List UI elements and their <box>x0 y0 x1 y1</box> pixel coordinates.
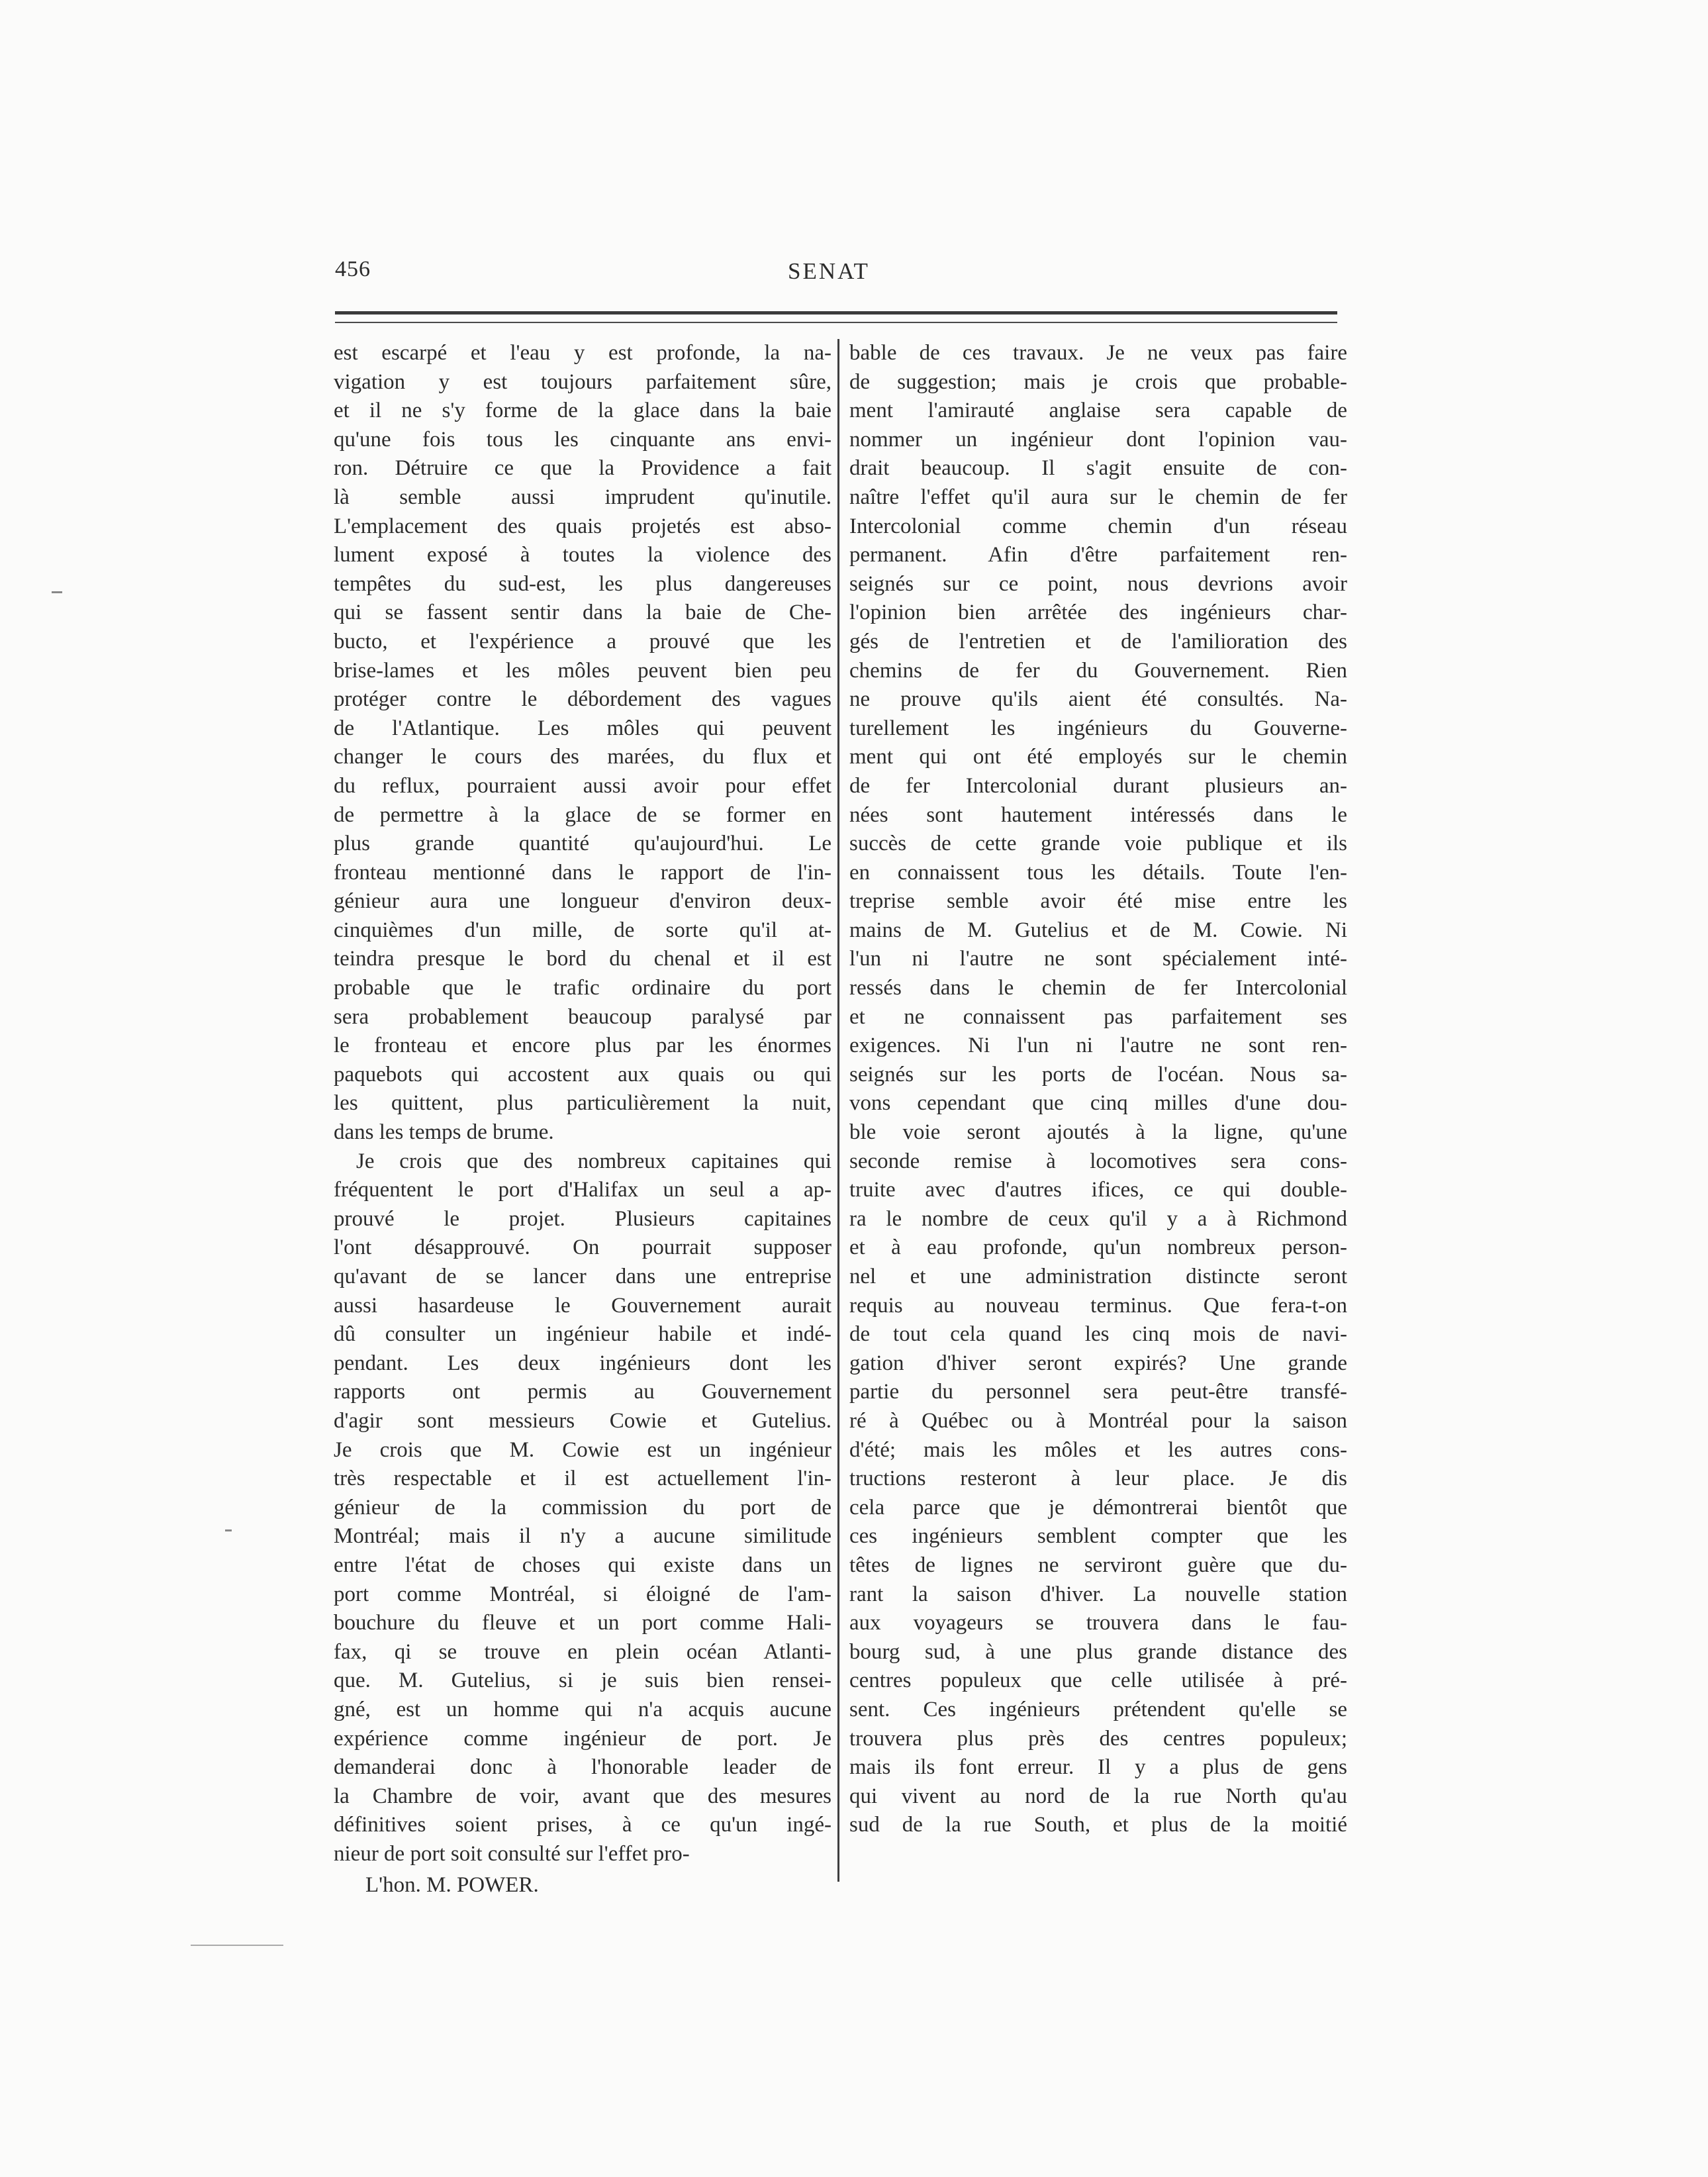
text-line: définitives soient prises, à ce qu'un ingé- <box>334 1813 831 1837</box>
text-line: partie du personnel sera peut-être transfé- <box>849 1380 1347 1404</box>
right-column <box>849 339 1347 1840</box>
text-line: nommer un ingénieur dont l'opinion vau- <box>849 427 1347 452</box>
text-line: têtes de lignes ne serviront guère que du- <box>849 1553 1347 1577</box>
text-line: vons cependant que cinq milles d'une dou- <box>849 1091 1347 1116</box>
text-line: ne prouve qu'ils aient été consultés. Na- <box>849 687 1347 712</box>
text-line: seignés sur ce point, nous devrions avoir <box>849 571 1347 596</box>
text-line: truite avec d'autres ifices, ce qui double- <box>849 1178 1347 1202</box>
text-line: de permettre à la glace de se former en <box>334 802 831 827</box>
text-line: qui se fassent sentir dans la baie de Che- <box>334 601 831 625</box>
text-line: rapports ont permis au Gouvernement <box>334 1380 831 1404</box>
text-line: Je crois que M. Cowie est un ingénieur <box>334 1437 831 1462</box>
text-line: gés de l'entretien et de l'amilioration des <box>849 629 1347 653</box>
text-line: changer le cours des marées, du flux et <box>334 745 831 769</box>
text-line: tructions resteront à leur place. Je dis <box>849 1467 1347 1491</box>
text-line: vigation y est toujours parfaitement sûre, <box>334 369 831 394</box>
scan-mark <box>191 1945 283 1946</box>
text-line: teindra presque le bord du chenal et il est <box>334 947 831 971</box>
text-line: d'été; mais les môles et les autres cons- <box>849 1437 1347 1462</box>
header-rule-thick <box>335 311 1337 314</box>
text-line: ble voie seront ajoutés à la ligne, qu'une <box>849 1120 1347 1145</box>
text-line: nées sont hautement intéressés dans le <box>849 802 1347 827</box>
text-line: d'agir sont messieurs Cowie et Gutelius. <box>334 1408 831 1433</box>
text-line: ment l'amirauté anglaise sera capable de <box>849 399 1347 423</box>
text-line: sera probablement beaucoup paralysé par <box>334 1004 831 1029</box>
text-line: est escarpé et l'eau y est profonde, la na- <box>334 341 831 365</box>
text-line: nel et une administration distincte seront <box>849 1265 1347 1288</box>
scan-mark <box>52 591 62 593</box>
text-line: bucto, et l'expérience a prouvé que les <box>334 629 831 653</box>
text-line: treprise semble avoir été mise entre les <box>849 889 1347 914</box>
text-line: qu'une fois tous les cinquante ans envi- <box>334 427 831 452</box>
running-head: SENAT <box>788 258 870 284</box>
text-line: de suggestion; mais je crois que probable- <box>849 369 1347 394</box>
text-line: fronteau mentionné dans le rapport de l'in- <box>334 860 831 885</box>
speaker-attribution: L'hon. M. POWER. <box>365 1873 539 1897</box>
text-line: chemins de fer du Gouvernement. Rien <box>849 658 1347 683</box>
text-line: plus grande quantité qu'aujourd'hui. Le <box>334 832 831 856</box>
text-line: exigences. Ni l'un ni l'autre ne sont ren- <box>849 1034 1347 1058</box>
text-line: du reflux, pourraient aussi avoir pour effet <box>334 773 831 798</box>
text-line: ment qui ont été employés sur le chemin <box>849 745 1347 769</box>
text-line: génieur aura une longueur d'environ deux- <box>334 889 831 914</box>
text-line: paquebots qui accostent aux quais ou qui <box>334 1062 831 1087</box>
scan-mark <box>225 1529 232 1531</box>
text-line: Je crois que des nombreux capitaines qui <box>356 1149 831 1173</box>
text-line: sent. Ces ingénieurs prétendent qu'elle se <box>849 1697 1347 1721</box>
text-line: bourg sud, à une plus grande distance des <box>849 1639 1347 1664</box>
text-line: permanent. Afin d'être parfaitement ren- <box>849 543 1347 567</box>
text-line: dû consulter un ingénieur habile et indé- <box>334 1322 831 1347</box>
text-line: ces ingénieurs semblent compter que les <box>849 1524 1347 1549</box>
text-line: dans les temps de brume. <box>334 1120 554 1145</box>
text-line: l'ont désapprouvé. On pourrait supposer <box>334 1235 831 1260</box>
text-line: ressés dans le chemin de fer Intercolonial <box>849 976 1347 1000</box>
text-line: mais ils font erreur. Il y a plus de gens <box>849 1755 1347 1780</box>
text-line: ra le nombre de ceux qu'il y a à Richmond <box>849 1206 1347 1231</box>
text-line: et il ne s'y forme de la glace dans la baie <box>334 399 831 423</box>
text-line: nieur de port soit consulté sur l'effet pro- <box>334 1841 690 1866</box>
text-line: qu'avant de se lancer dans une entreprise <box>334 1265 831 1288</box>
text-line: très respectable et il est actuellement l'in- <box>334 1467 831 1491</box>
text-line: fréquentent le port d'Halifax un seul a ap- <box>334 1178 831 1202</box>
text-line: port comme Montréal, si éloigné de l'am- <box>334 1582 831 1606</box>
text-line: et ne connaissent pas parfaitement ses <box>849 1004 1347 1029</box>
text-line: Intercolonial comme chemin d'un réseau <box>849 514 1347 538</box>
text-line: prouvé le projet. Plusieurs capitaines <box>334 1206 831 1231</box>
text-line: gation d'hiver seront expirés? Une grande <box>849 1351 1347 1375</box>
text-line: turellement les ingénieurs du Gouverne- <box>849 716 1347 740</box>
text-line: là semble aussi imprudent qu'inutile. <box>334 485 831 509</box>
text-line: mains de M. Gutelius et de M. Cowie. Ni <box>849 918 1347 942</box>
text-line: de l'Atlantique. Les môles qui peuvent <box>334 716 831 740</box>
text-line: fax, qi se trouve en plein océan Atlanti- <box>334 1639 831 1664</box>
text-line: bable de ces travaux. Je ne veux pas faire <box>849 341 1347 365</box>
text-line: entre l'état de choses qui existe dans un <box>334 1553 831 1577</box>
text-line: seconde remise à locomotives sera cons- <box>849 1149 1347 1173</box>
page-number: 456 <box>335 257 371 281</box>
text-line: et à eau profonde, qu'un nombreux person- <box>849 1235 1347 1260</box>
text-line: sud de la rue South, et plus de la moitié <box>849 1813 1347 1837</box>
text-line: ré à Québec ou à Montréal pour la saison <box>849 1408 1347 1433</box>
text-line: cinquièmes d'un mille, de sorte qu'il at- <box>334 918 831 942</box>
text-line: probable que le trafic ordinaire du port <box>334 976 831 1000</box>
text-line: protéger contre le débordement des vagues <box>334 687 831 712</box>
left-column <box>334 339 831 1868</box>
text-line: gné, est un homme qui n'a acquis aucune <box>334 1697 831 1721</box>
text-line: requis au nouveau terminus. Que fera-t-on <box>849 1293 1347 1318</box>
text-line: aux voyageurs se trouvera dans le fau- <box>849 1611 1347 1635</box>
text-line: demanderai donc à l'honorable leader de <box>334 1755 831 1780</box>
text-line: les quittent, plus particulièrement la nuit, <box>334 1091 831 1116</box>
text-line: ron. Détruire ce que la Providence a fait <box>334 456 831 481</box>
text-line: succès de cette grande voie publique et ils <box>849 832 1347 856</box>
text-line: l'opinion bien arrêtée des ingénieurs char- <box>849 601 1347 625</box>
text-line: rant la saison d'hiver. La nouvelle station <box>849 1582 1347 1606</box>
column-divider <box>837 339 839 1882</box>
text-line: Montréal; mais il n'y a aucune similitude <box>334 1524 831 1549</box>
text-line: expérience comme ingénieur de port. Je <box>334 1726 831 1751</box>
text-line: drait beaucoup. Il s'agit ensuite de con- <box>849 456 1347 481</box>
text-line: pendant. Les deux ingénieurs dont les <box>334 1351 831 1375</box>
text-line: la Chambre de voir, avant que des mesures <box>334 1784 831 1808</box>
text-line: trouvera plus près des centres populeux; <box>849 1726 1347 1751</box>
text-line: L'emplacement des quais projetés est abso- <box>334 514 831 538</box>
text-line: seignés sur les ports de l'océan. Nous sa- <box>849 1062 1347 1087</box>
text-line: qui vivent au nord de la rue North qu'au <box>849 1784 1347 1808</box>
text-line: aussi hasardeuse le Gouvernement aurait <box>334 1293 831 1318</box>
text-line: brise-lames et les môles peuvent bien peu <box>334 658 831 683</box>
text-line: lument exposé à toutes la violence des <box>334 543 831 567</box>
text-line: le fronteau et encore plus par les énormes <box>334 1034 831 1058</box>
header-rule-thin <box>335 322 1337 323</box>
text-line: cela parce que je démontrerai bientôt que <box>849 1495 1347 1520</box>
text-line: naître l'effet qu'il aura sur le chemin de fer <box>849 485 1347 509</box>
text-line: en connaissent tous les détails. Toute l'en- <box>849 860 1347 885</box>
text-line: génieur de la commission du port de <box>334 1495 831 1520</box>
text-line: l'un ni l'autre ne sont spécialement inté- <box>849 947 1347 971</box>
text-line: de tout cela quand les cinq mois de navi- <box>849 1322 1347 1347</box>
text-line: tempêtes du sud-est, les plus dangereuses <box>334 571 831 596</box>
text-line: que. M. Gutelius, si je suis bien rensei- <box>334 1669 831 1693</box>
text-line: centres populeux que celle utilisée à pré- <box>849 1669 1347 1693</box>
text-line: de fer Intercolonial durant plusieurs an- <box>849 773 1347 798</box>
text-line: bouchure du fleuve et un port comme Hali- <box>334 1611 831 1635</box>
